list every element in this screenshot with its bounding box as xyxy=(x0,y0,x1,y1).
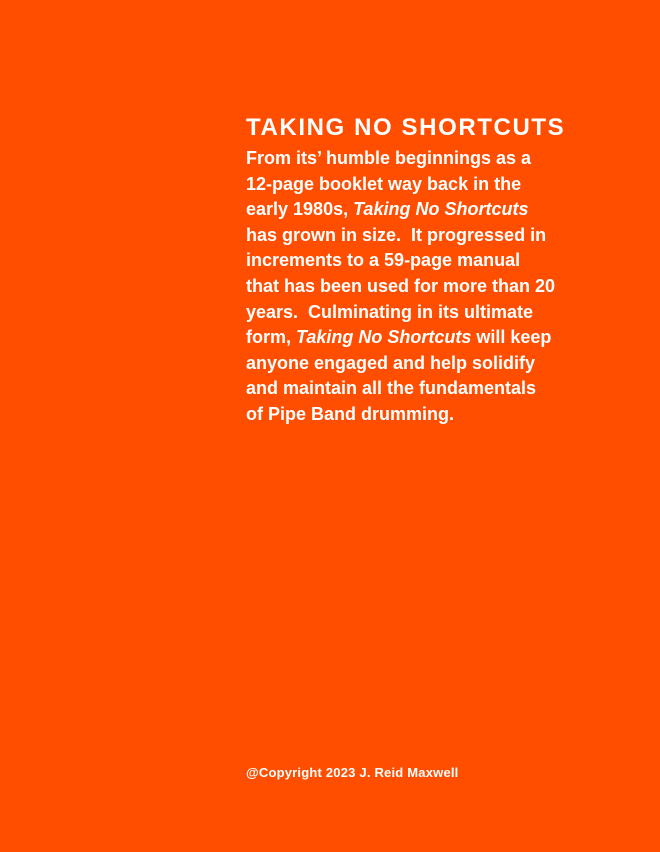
paragraph-text: 12-page booklet way back in the xyxy=(246,173,522,194)
paragraph-text: form, xyxy=(246,327,297,348)
paragraph-line xyxy=(246,274,610,300)
paragraph-line xyxy=(246,197,610,223)
paragraph-text: early 1980s, xyxy=(246,199,354,220)
paragraph-text: From its’ humble beginnings as a xyxy=(246,148,532,168)
paragraph-text: years. Culminating in its ultimate xyxy=(246,301,534,322)
paragraph-line xyxy=(246,325,610,351)
page-title: TAKING NO SHORTCUTS xyxy=(246,114,566,142)
book-title-italic: Taking No Shortcuts xyxy=(296,327,472,348)
paragraph-text: anyone engaged and help solidify xyxy=(246,352,536,373)
paragraph-line xyxy=(246,223,610,249)
paragraph-line xyxy=(246,146,610,172)
paragraph-text: that has been used for more than 20 xyxy=(246,275,556,296)
body-paragraph xyxy=(246,146,610,428)
paragraph-text: of Pipe Band drumming. xyxy=(246,403,455,424)
paragraph-line xyxy=(246,172,610,198)
paragraph-text: will keep xyxy=(471,327,552,348)
paragraph-line xyxy=(246,402,610,428)
book-title-italic: Taking No Shortcuts xyxy=(353,199,529,220)
paragraph-text: increments to a 59-page manual xyxy=(246,250,521,271)
paragraph-line xyxy=(246,248,610,274)
paragraph-text: and maintain all the fundamentals xyxy=(246,378,537,399)
paragraph-line xyxy=(246,300,610,326)
copyright-text: @Copyright 2023 J. Reid Maxwell xyxy=(246,765,459,780)
paragraph-text: has grown in size. It progressed in xyxy=(246,224,547,245)
paragraph-line xyxy=(246,376,610,402)
paragraph-line xyxy=(246,351,610,377)
